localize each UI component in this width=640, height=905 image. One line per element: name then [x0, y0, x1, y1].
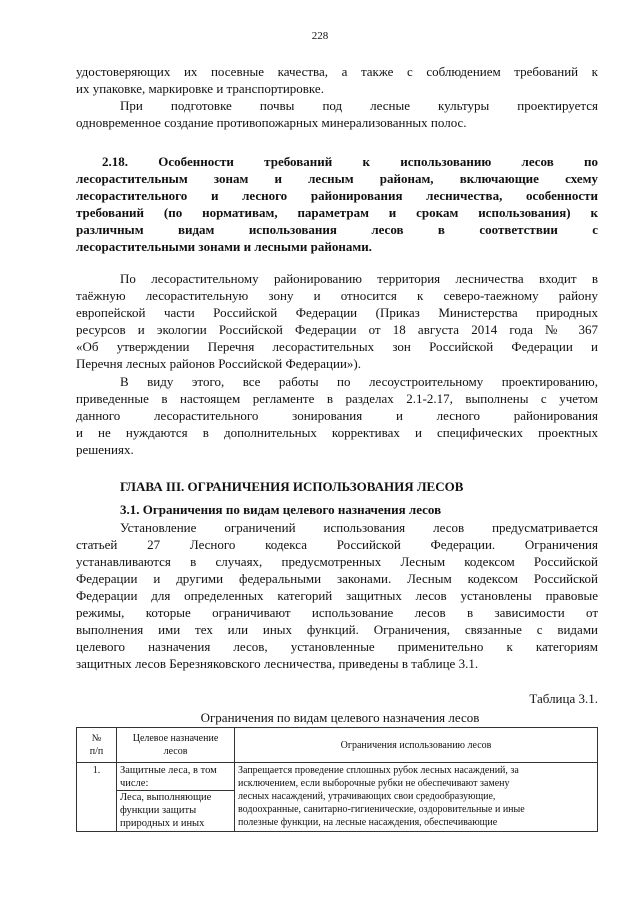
text-line: При подготовке почвы под лесные культуры проектируется — [120, 98, 598, 113]
chapter-title: ГЛАВА III. ОГРАНИЧЕНИЯ ИСПОЛЬЗОВАНИЯ ЛЕСОВ — [120, 479, 464, 494]
text-line: статьей 27 Лесного кодекса Российской Федерации. Ограничения — [76, 537, 598, 552]
text-line: целевого назначения лесов, установленные применительно к категориям — [76, 639, 598, 654]
text-line: и не нуждаются в дополнительных коррективах и специфических проектных — [76, 425, 598, 440]
intro-paragraph — [76, 63, 598, 131]
text-line: По лесорастительному районированию территория лесничества входит в — [120, 271, 598, 286]
text-line: европейской части Российской Федерации (Приказ Министерства природных — [76, 305, 598, 320]
text-line: устанавливаются в случаях, предусмотренных Лесным кодексом Российской — [76, 554, 598, 569]
text-line: защитных лесов Березняковского лесничества, приведены в таблице 3.1. — [76, 656, 479, 671]
heading-line: лесорастительного и лесного районирования лесничества, особенности — [76, 188, 598, 203]
text-line: одновременное создание противопожарных минерализованных полос. — [76, 115, 467, 130]
table-title: Ограничения по видам целевого назначения лесов — [200, 710, 480, 725]
header-text: лесов — [163, 746, 188, 757]
heading-line: требований (по нормативам, параметрам и срокам использования) к — [76, 205, 598, 220]
cell-num: 1. — [77, 763, 117, 832]
limit-line: полезные функции, на лесные насаждения, обеспечивающие — [238, 817, 498, 828]
text-line: удостоверяющих их посевные качества, а также с соблюдением требований к — [76, 64, 598, 79]
header-limits: Ограничения использованию лесов — [235, 728, 598, 763]
text-line: приведенные в настоящем регламенте в разделах 2.1-2.17, выполнены с учетом — [76, 391, 598, 406]
limit-line: исключением, если выборочные рубки не обеспечивают замену — [238, 778, 510, 789]
heading-line: 2.18. Особенности требований к использованию лесов по — [102, 154, 598, 169]
header-text: № — [91, 733, 102, 744]
heading-line: различным видам использования лесов в соответствии с — [76, 222, 598, 237]
limits-table — [76, 727, 598, 832]
text-line: В виду этого, все работы по лесоустроительному проектированию, — [120, 374, 598, 389]
text-line: данного лесорастительного зонирования и лесного районирования — [76, 408, 598, 423]
heading-line: лесорастительным зонам и лесным районам, включающие схему — [76, 171, 598, 186]
header-text: Целевое назначение — [132, 733, 219, 744]
text-line: Федерации и другими федеральными законами. Лесным кодексом Российской — [76, 571, 598, 586]
heading-line: лесорастительными зонами и лесными районами. — [76, 239, 372, 254]
table-number: Таблица 3.1. — [529, 691, 598, 706]
limits-paragraph — [76, 519, 598, 672]
cell-purpose — [117, 763, 235, 832]
text-line: выполнения ими тех или иных функций. Ограничения, связанные с видами — [76, 622, 598, 637]
text-line: режимы, которые ограничивают использование лесов в зависимости от — [76, 605, 598, 620]
header-purpose — [117, 728, 235, 763]
text-line: их упаковке, маркировке и транспортировке. — [76, 81, 324, 96]
text-line: таёжную лесорастительную зону и относится к северо-таежному району — [76, 288, 598, 303]
text-line: решениях. — [76, 442, 134, 457]
zoning-paragraph — [76, 270, 598, 372]
limit-line: Запрещается проведение сплошных рубок лесных насаждений, за — [238, 765, 519, 776]
text-line: ресурсов и экологии Российской Федерации от 18 августа 2014 года № 367 — [76, 322, 598, 337]
text-line: Перечня лесных районов Российской Федерации»). — [76, 356, 361, 371]
purpose-nature-protection: Леса, выполняющие функции защиты природных и иных — [117, 790, 234, 830]
text-line: Установление ограничений использования лесов предусматривается — [120, 520, 598, 535]
cell-limits — [235, 763, 598, 832]
limit-line: лесных насаждений, утрачивающих свои средообразующие, — [238, 791, 496, 802]
header-text: п/п — [89, 746, 104, 757]
table-header-row — [77, 728, 598, 763]
text-line: «Об утверждении Перечня лесорастительных зон Российской Федерации и — [76, 339, 598, 354]
projection-paragraph — [76, 373, 598, 458]
section-3-1-title: 3.1. Ограничения по видам целевого назначения лесов — [120, 502, 442, 517]
table-row — [77, 763, 598, 832]
page-number: 228 — [311, 30, 329, 42]
section-2-18-heading — [76, 153, 598, 255]
limit-line: водоохранные, санитарно-гигиенические, оздоровительные и иные — [238, 804, 525, 815]
header-num — [77, 728, 117, 763]
purpose-protective: Защитные леса, в том числе: — [120, 765, 217, 789]
text-line: Федерации для определенных категорий защитных лесов установлены правовые — [76, 588, 598, 603]
